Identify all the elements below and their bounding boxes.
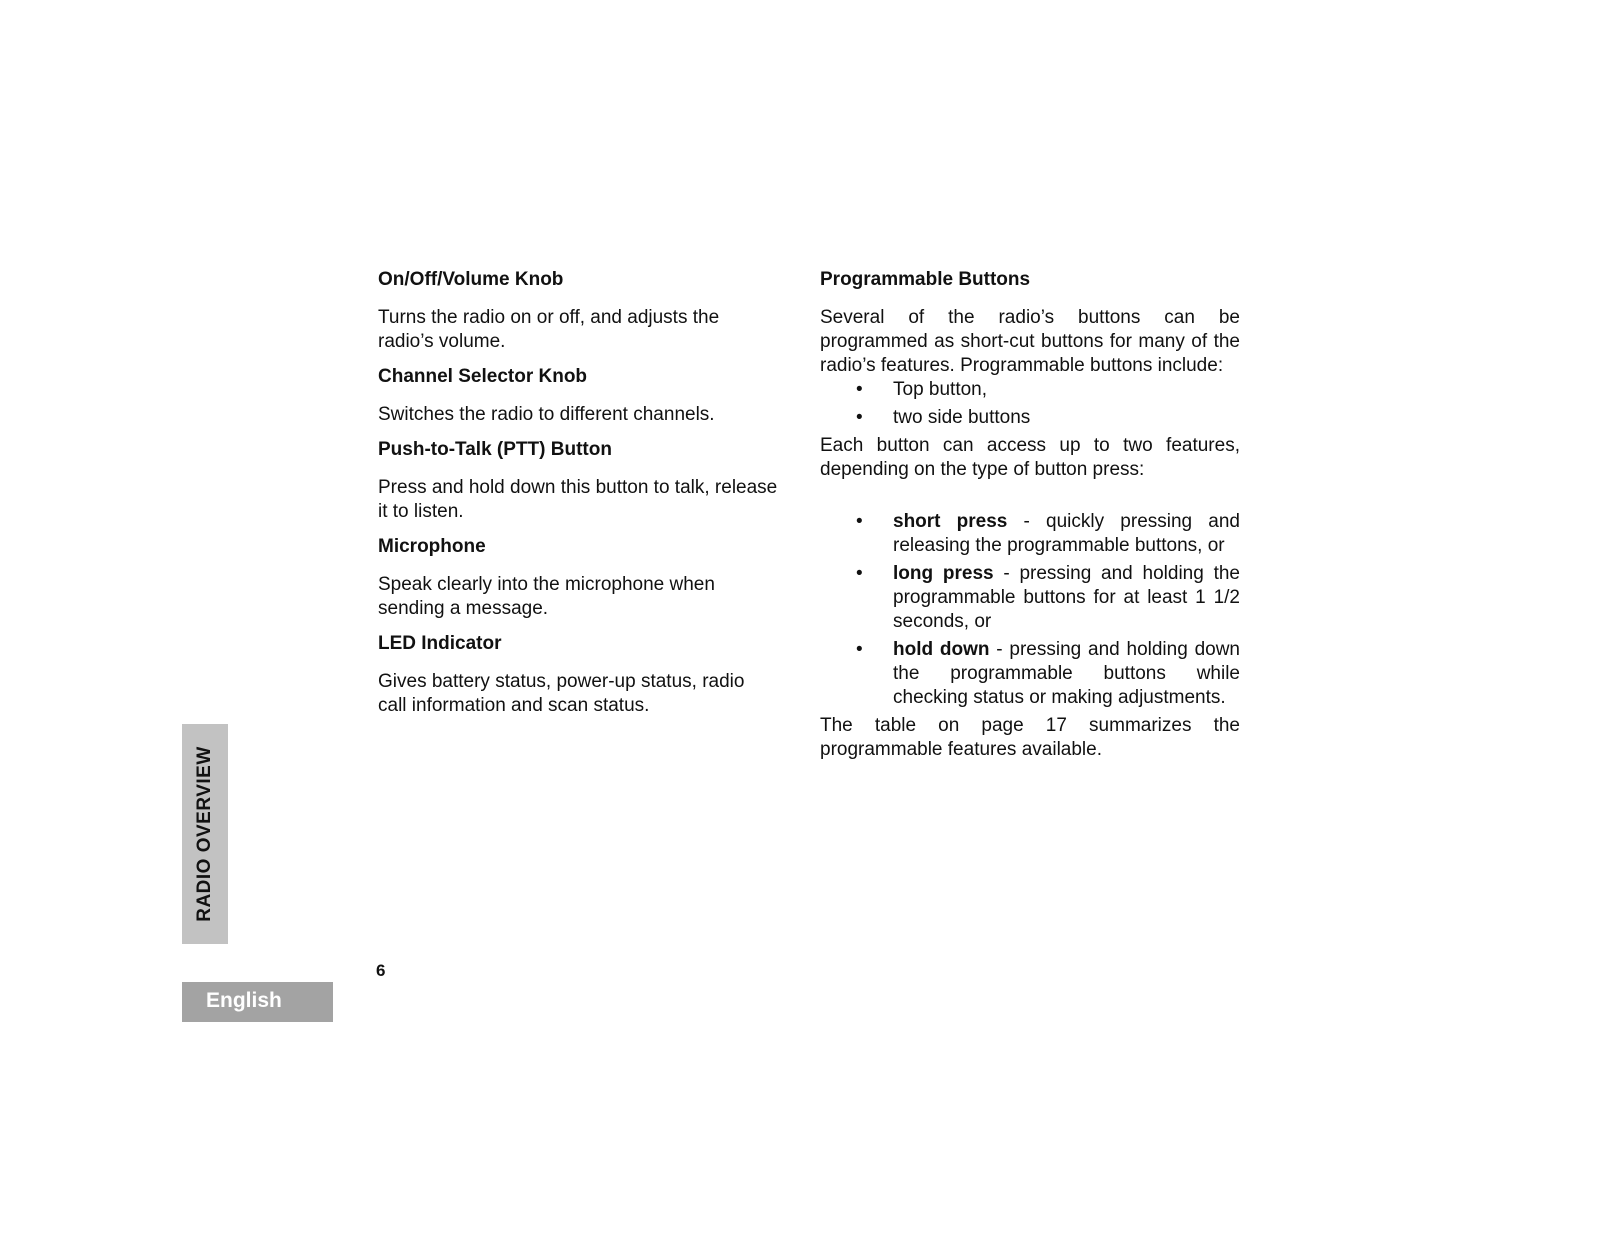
section-heading: Push-to-Talk (PTT) Button (378, 439, 612, 460)
press-description: - pressing and holding the programmable buttons for at least 1 1/2 seconds, or (893, 563, 1240, 632)
list-item-text: two side buttons (893, 407, 1031, 428)
section-microphone (378, 535, 778, 621)
section-body: Speak clearly into the microphone when sending a message. (378, 574, 715, 619)
press-types-intro: Each button can access up to two features, depending on the type of button press: (820, 435, 1240, 480)
language-tab-label: English (206, 989, 282, 1012)
page-number: 6 (376, 961, 386, 980)
section-body: Turns the radio on or off, and adjusts the radio’s volume. (378, 307, 720, 352)
language-tab (182, 982, 333, 1022)
left-column (378, 268, 778, 729)
section-on-off-volume-knob (378, 268, 778, 354)
section-body: Press and hold down this button to talk, release it to listen. (378, 477, 778, 522)
programmable-buttons-intro: Several of the radio’s buttons can be programmed as short-cut buttons for many of the radio’s features. Programmable buttons include: (820, 307, 1240, 376)
section-side-tab (182, 724, 228, 944)
press-term: long press (893, 563, 994, 584)
right-column (820, 268, 1240, 762)
bullet-icon: • (856, 639, 863, 660)
section-ptt-button (378, 438, 778, 524)
list-item (820, 638, 1240, 710)
bullet-icon: • (856, 379, 863, 400)
section-heading: Channel Selector Knob (378, 366, 588, 387)
press-term: hold down (893, 639, 990, 660)
section-heading: On/Off/Volume Knob (378, 269, 564, 290)
section-body: Gives battery status, power-up status, radio call information and scan status. (378, 671, 745, 716)
list-item (820, 510, 1240, 558)
list-item (820, 378, 1240, 402)
list-item-text: Top button, (893, 379, 988, 400)
section-channel-selector-knob (378, 365, 778, 427)
section-heading: LED Indicator (378, 633, 502, 654)
press-description: - quickly pressing and releasing the programmable buttons, or (893, 511, 1240, 556)
bullet-icon: • (856, 407, 863, 428)
press-term: short press (893, 511, 1008, 532)
press-description: - pressing and holding down the programmable buttons while checking status or making adjustments. (893, 639, 1241, 708)
list-item (820, 562, 1240, 634)
section-heading: Microphone (378, 536, 486, 557)
closing-paragraph: The table on page 17 summarizes the programmable features available. (820, 715, 1240, 760)
side-tab-label: RADIO OVERVIEW (194, 746, 215, 922)
button-list (820, 378, 1240, 430)
bullet-icon: • (856, 511, 863, 532)
section-body: Switches the radio to different channels. (378, 404, 715, 425)
programmable-buttons-heading: Programmable Buttons (820, 269, 1031, 290)
press-types-list (820, 510, 1240, 710)
list-item (820, 406, 1240, 430)
section-led-indicator (378, 632, 778, 718)
bullet-icon: • (856, 563, 863, 584)
